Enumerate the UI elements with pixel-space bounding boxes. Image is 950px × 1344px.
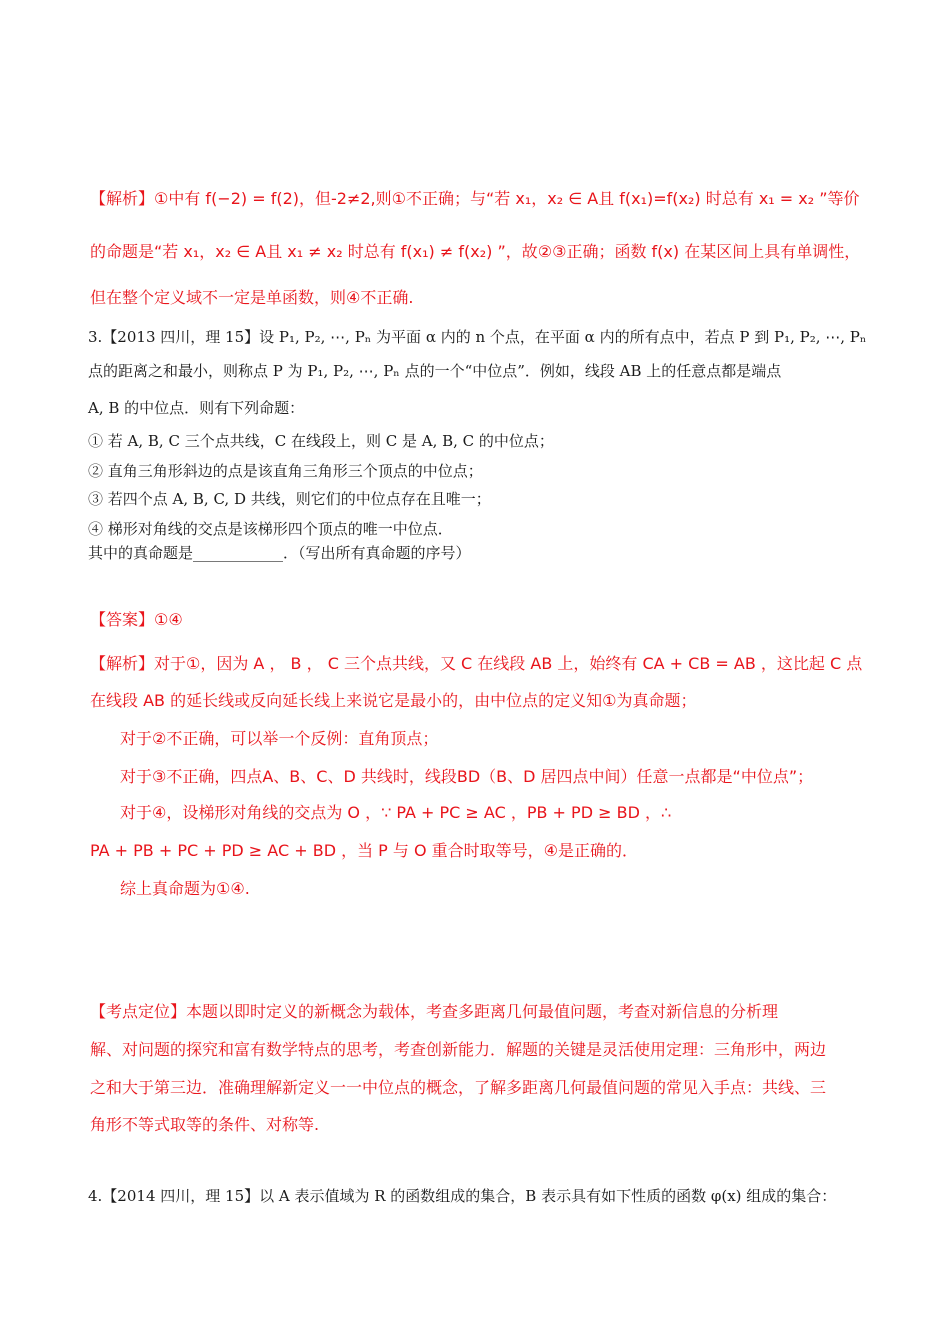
kaodian-line-1: 【考点定位】本题以即时定义的新概念为载体，考查多距离几何最值问题，考查对新信息的分析理: [90, 1002, 779, 1021]
analysis-3-line-2: 在线段 AB 的延长线或反向延长线上来说它是最小的，由中位点的定义知①为真命题；: [90, 691, 697, 710]
analysis-1-line-2: 的命题是“若 x₁，x₂ ∈ A且 x₁ ≠ x₂ 时总有 f(x₁) ≠ f(x₂) ”，故②③正确；函数 f(x) 在某区间上具有单调性，: [90, 242, 861, 261]
question-3-item-3: ③ 若四个点 A, B, C, D 共线，则它们的中位点存在且唯一；: [88, 490, 491, 508]
analysis-3-line-1: 【解析】对于①，因为 A ， B ， C 三个点共线，又 C 在线段 AB 上，始终有 CA + CB = AB ，这比起 C 点: [90, 654, 863, 673]
analysis-1-line-1: 【解析】①中有 f(−2) = f(2)，但-2≠2,则①不正确；与“若 x₁，x₂ ∈ A且 f(x₁)=f(x₂) 时总有 x₁ = x₂ ”等价: [90, 189, 860, 208]
question-4-line-1: 4.【2014 四川，理 15】以 A 表示值域为 R 的函数组成的集合，B 表示具有如下性质的函数 φ(x) 组成的集合：: [88, 1187, 837, 1205]
kaodian-line-2: 解、对问题的探究和富有数学特点的思考，考查创新能力．解题的关键是灵活使用定理：三角形中，两边: [90, 1040, 827, 1059]
analysis-3-line-6: PA + PB + PC + PD ≥ AC + BD ，当 P 与 O 重合时取等号，④是正确的．: [90, 841, 639, 860]
question-3-line-3: A, B 的中位点．则有下列命题：: [88, 399, 305, 417]
analysis-3-line-5: 对于④，设梯形对角线的交点为 O ，∵ PA + PC ≥ AC ，PB + PD ≥ BD ，∴: [120, 803, 672, 822]
question-3-line-1: 3.【2013 四川，理 15】设 P₁, P₂, ⋯, Pₙ 为平面 α 内的 n 个点，在平面 α 内的所有点中，若点 P 到 P₁, P₂, ⋯, Pₙ: [88, 328, 867, 346]
question-3-item-1: ① 若 A, B, C 三个点共线，C 在线段上，则 C 是 A, B, C 的中位点；: [88, 432, 554, 450]
analysis-3-line-7: 综上真命题为①④.: [120, 879, 250, 898]
analysis-1-line-3: 但在整个定义域不一定是单函数，则④不正确.: [90, 288, 414, 307]
analysis-3-line-3: 对于②不正确，可以举一个反例：直角顶点；: [120, 729, 439, 748]
kaodian-line-3: 之和大于第三边．准确理解新定义一一中位点的概念，了解多距离几何最值问题的常见入手点：共线、三: [90, 1078, 827, 1097]
question-3-prompt: 其中的真命题是____________．（写出所有真命题的序号）: [88, 544, 471, 562]
analysis-3-line-4: 对于③不正确，四点A、B、C、D 共线时，线段BD（B、D 居四点中间）任意一点都是“中位点”；: [120, 767, 814, 786]
question-3-item-2: ② 直角三角形斜边的点是该直角三角形三个顶点的中位点；: [88, 462, 483, 480]
answer-3: 【答案】①④: [90, 610, 183, 629]
question-3-item-4: ④ 梯形对角线的交点是该梯形四个顶点的唯一中位点．: [88, 520, 453, 538]
question-3-line-2: 点的距离之和最小，则称点 P 为 P₁, P₂, ⋯, Pₙ 点的一个“中位点”．例如，线段 AB 上的任意点都是端点: [88, 362, 782, 380]
kaodian-line-4: 角形不等式取等的条件、对称等.: [90, 1115, 320, 1134]
